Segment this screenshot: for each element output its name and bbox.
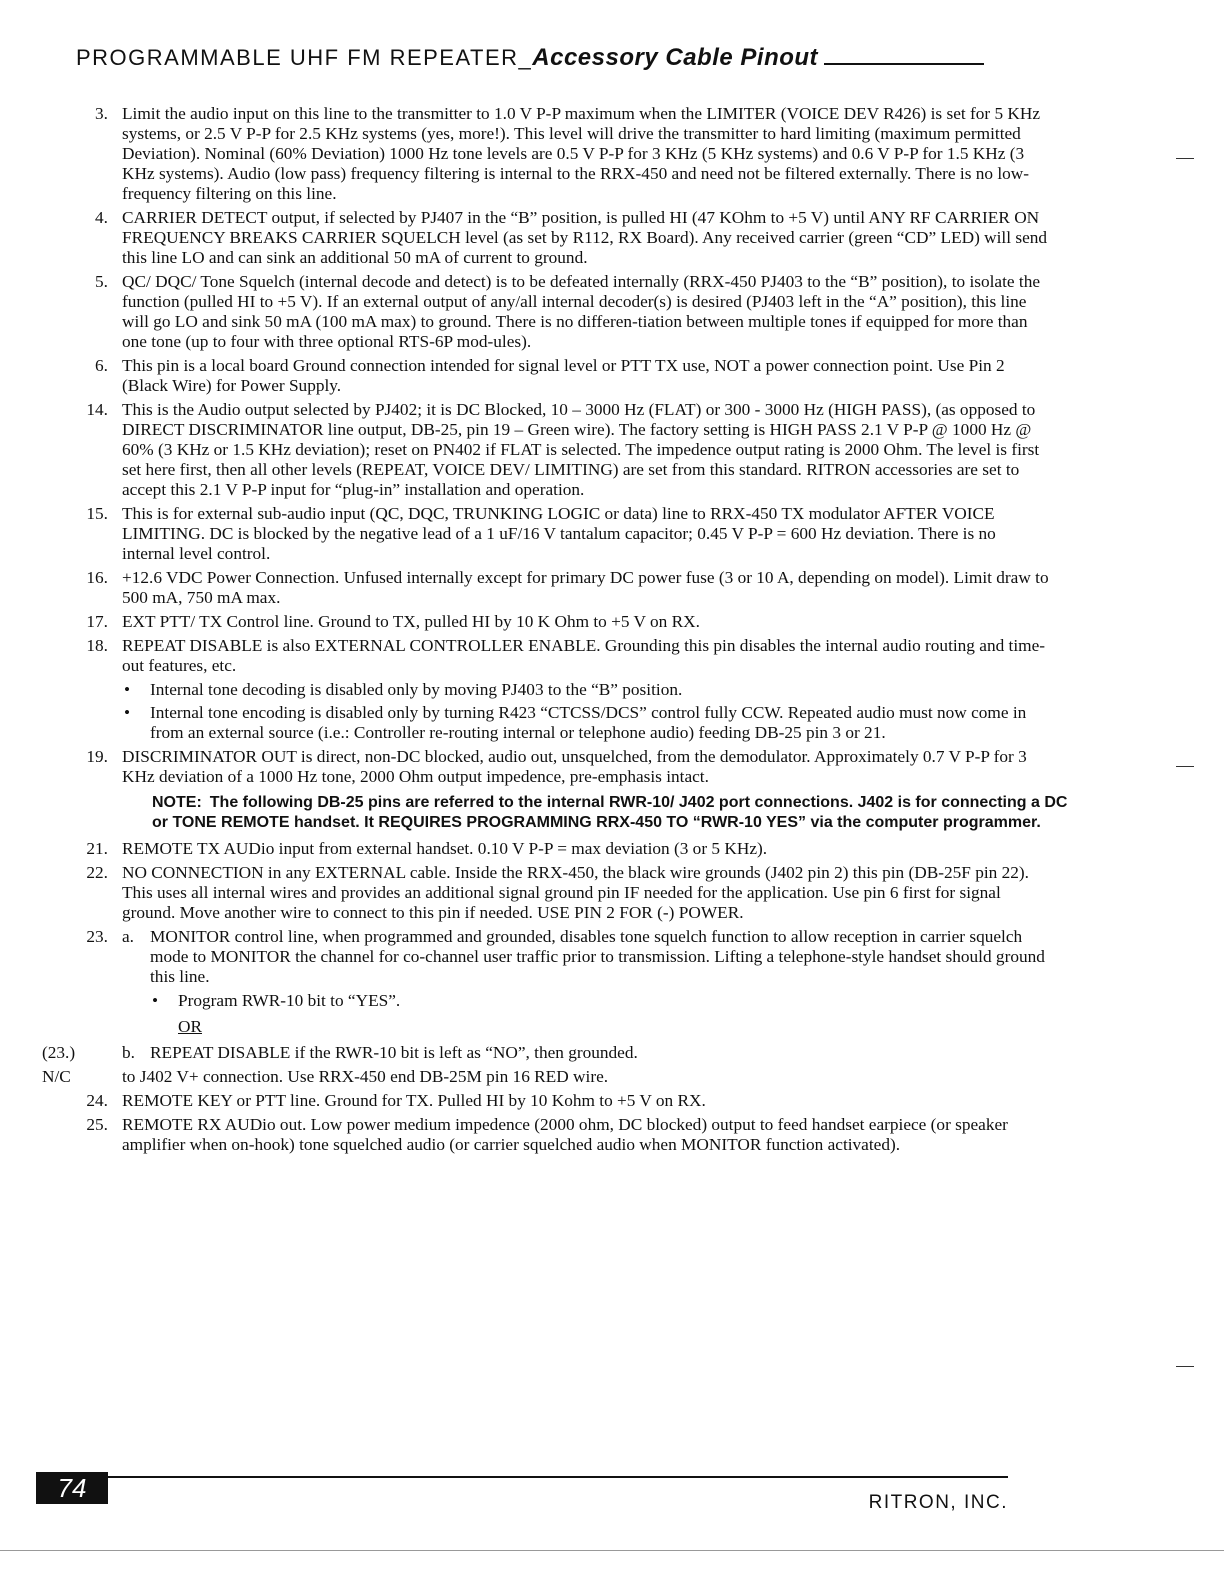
note-23a (122, 927, 1050, 1037)
note-box (152, 793, 1082, 833)
bullet-icon: • (152, 991, 159, 1010)
bullet-text: Program RWR-10 bit to “YES”. (178, 991, 401, 1010)
revision-mark (1176, 766, 1194, 767)
note-16 (40, 568, 1050, 608)
note-25 (40, 1115, 1050, 1155)
note-label: NOTE: (152, 794, 202, 811)
header-separator: _ (518, 45, 533, 70)
or-label: OR (178, 1017, 203, 1036)
note-text: NO CONNECTION in any EXTERNAL cable. Inside the RRX-450, the black wire grounds (J402 pin 2) this pin (DB-25F pin 22). This uses all internal wires and provides an additional signal ground pin IF needed for the application. Use pin 6 first for signal ground. Move another wire to connect to this pin if needed. USE PIN 2 FOR (-) POWER. (122, 863, 1029, 922)
note-text: QC/ DQC/ Tone Squelch (internal decode and detect) is to be defeated internally (RRX-450 PJ403 to the “B” position), to isolate the function (pulled HI to +5 V). If an external output of any/all internal decoder(s) is desired (PJ403 left in the “A” position), this line will go LO and sink 50 mA (100 mA max) to ground. There is no differen-tiation between multiple tones if equipped for more than one tone (up to four with three optional RTS-6P mod-ules). (122, 272, 1041, 351)
note-21 (40, 839, 1050, 859)
scan-edge-line (0, 1550, 1224, 1551)
note-4 (40, 208, 1050, 268)
note-number: 16. (86, 568, 108, 587)
note-number: 25. (86, 1115, 108, 1134)
note-number: (23.) (42, 1043, 76, 1062)
note-number: 18. (86, 636, 108, 655)
note-number: 22. (86, 863, 108, 882)
note-text: to J402 V+ connection. Use RRX-450 end DB-25M pin 16 RED wire. (122, 1067, 609, 1086)
list-item (122, 703, 1050, 743)
note-number: N/C (42, 1067, 71, 1086)
note-text: This is for external sub-audio input (QC, DQC, TRUNKING LOGIC or data) line to RRX-450 TX modulator AFTER VOICE LIMITING. DC is blocked by the negative lead of a 1 uF/16 V tantalum capacitor; 0.45 V P-P = 600 Hz deviation. There is no internal level control. (122, 504, 996, 563)
note-text: REMOTE RX AUDio out. Low power medium impedence (2000 ohm, DC blocked) output to feed handset earpiece (or speaker amplifier when on-hook) tone squelched audio (or carrier squelched audio when MONITOR function activated). (122, 1115, 1008, 1154)
note-text: This pin is a local board Ground connection intended for signal level or PTT TX use, NOT a power connection point. Use Pin 2 (Black Wire) for Power Supply. (122, 356, 1005, 395)
note-text: REPEAT DISABLE if the RWR-10 bit is left as “NO”, then grounded. (150, 1043, 638, 1062)
note-number: 17. (86, 612, 108, 631)
note-text: REMOTE KEY or PTT line. Ground for TX. Pulled HI by 10 Kohm to +5 V on RX. (122, 1091, 706, 1110)
pinout-notes (40, 104, 1068, 1159)
note-number: 21. (86, 839, 108, 858)
note-17 (40, 612, 1050, 632)
note-nc (40, 1067, 1050, 1087)
footer-rule (108, 1476, 1008, 1478)
note-19 (40, 747, 1050, 787)
note-23b (40, 1043, 1050, 1063)
note-box-text: The following DB-25 pins are referred to the internal RWR-10/ J402 port connections. J402 is for connecting a DC or TONE REMOTE handset. It REQUIRES PROGRAMMING RRX-450 TO “RWR-10 YES” via the computer programmer. (152, 794, 1068, 831)
note-23 (40, 927, 1050, 1037)
header-subtitle: Accessory Cable Pinout (532, 44, 819, 71)
note-text: CARRIER DETECT output, if selected by PJ407 in the “B” position, is pulled HI (47 KOhm to +5 V) until ANY RF CARRIER ON FREQUENCY BREAKS CARRIER SQUELCH level (as set by R112, RX Board). Any received carrier (green “CD” LED) will send this line LO and can sink an additional 50 mA of current to ground. (122, 208, 1048, 267)
note-text: REPEAT DISABLE is also EXTERNAL CONTROLLER ENABLE. Grounding this pin disables the internal audio routing and time-out features, etc. (122, 636, 1046, 675)
note-24 (40, 1091, 1050, 1111)
company-name: RITRON, INC. (868, 1492, 1008, 1513)
note-number: 24. (86, 1091, 108, 1110)
note-5 (40, 272, 1050, 352)
sub-letter: a. (122, 927, 134, 946)
note-number: 23. (86, 927, 108, 946)
note-3 (40, 104, 1050, 204)
revision-mark (1176, 158, 1194, 159)
note-number: 19. (86, 747, 108, 766)
note-number: 5. (95, 272, 108, 291)
note-text: EXT PTT/ TX Control line. Ground to TX, pulled HI by 10 K Ohm to +5 V on RX. (122, 612, 700, 631)
page-footer (36, 1464, 1046, 1524)
bullet-text: Internal tone decoding is disabled only by moving PJ403 to the “B” position. (150, 680, 683, 699)
note-6 (40, 356, 1050, 396)
note-number: 14. (86, 400, 108, 419)
page-header (76, 44, 1036, 84)
note-number: 15. (86, 504, 108, 523)
bullet-icon: • (124, 680, 131, 699)
header-rule (824, 63, 984, 65)
note-text: MONITOR control line, when programmed and grounded, disables tone squelch function to allow reception in carrier squelch mode to MONITOR the channel for co-channel user traffic prior to transmission. Lifting a telephone-style handset should ground this line. (150, 927, 1045, 986)
list-item (150, 991, 1050, 1011)
note-text: +12.6 VDC Power Connection. Unfused internally except for primary DC power fuse (3 or 10 A, depending on model). Limit draw to 500 mA, 750 mA max. (122, 568, 1049, 607)
note-text: Limit the audio input on this line to the transmitter to 1.0 V P-P maximum when the LIMITER (VOICE DEV R426) is set for 5 KHz systems, or 2.5 V P-P for 2.5 KHz systems (yes, more!). This level will drive the transmitter to hard limiting (maximum permitted Deviation). Nominal (60% Deviation) 1000 Hz tone levels are 0.5 V P-P for 3 KHz (5 KHz systems) and 0.6 V P-P for 1.5 KHz (3 KHz systems). Audio (low pass) frequency filtering is internal to the RRX-450 and need not be filtered externally. There is no low-frequency filtering on this line. (122, 104, 1041, 203)
note-text: REMOTE TX AUDio input from external handset. 0.10 V P-P = max deviation (3 or 5 KHz). (122, 839, 768, 858)
note-number: 6. (95, 356, 108, 375)
note-14 (40, 400, 1050, 500)
bullet-list (150, 991, 1050, 1011)
note-number: 4. (95, 208, 108, 227)
note-15 (40, 504, 1050, 564)
note-18 (40, 636, 1050, 743)
note-number: 3. (95, 104, 108, 123)
note-22 (40, 863, 1050, 923)
list-item (122, 680, 1050, 700)
revision-mark (1176, 1366, 1194, 1367)
sub-letter: b. (122, 1043, 135, 1062)
header-title: PROGRAMMABLE UHF FM REPEATER (76, 45, 519, 70)
bullet-text: Internal tone encoding is disabled only by turning R423 “CTCSS/DCS” control fully CCW. Repeated audio must now come in from an external source (i.e.: Controller re-routing internal or telephone audio) feeding DB-25 pin 3 or 21. (150, 703, 1027, 742)
note-text: This is the Audio output selected by PJ402; it is DC Blocked, 10 – 3000 Hz (FLAT) or 300 - 3000 Hz (HIGH PASS), (as opposed to DIRECT DISCRIMINATOR line output, DB-25, pin 19 – Green wire). The factory setting is HIGH PASS 2.1 V P-P @ 1000 Hz @ 60% (3 KHz or 1.5 KHz deviation); reset on PN402 if FLAT is selected. The impedence output rating is 2000 Ohm. The level is first set here first, then all other levels (REPEAT, VOICE DEV/ LIMITING) are set from this standard. RITRON accessories are set to accept this 2.1 V P-P input for “plug-in” installation and operation. (122, 400, 1040, 499)
page-number: 74 (36, 1472, 108, 1504)
note-text: DISCRIMINATOR OUT is direct, non-DC blocked, audio out, unsquelched, from the demodulator. Approximately 0.7 V P-P for 3 KHz deviation of a 1000 Hz tone, 2000 Ohm output impedence, pre-emphasis intact. (122, 747, 1027, 786)
bullet-list (122, 680, 1050, 743)
bullet-icon: • (124, 703, 131, 722)
note-23b-body (122, 1043, 1050, 1063)
